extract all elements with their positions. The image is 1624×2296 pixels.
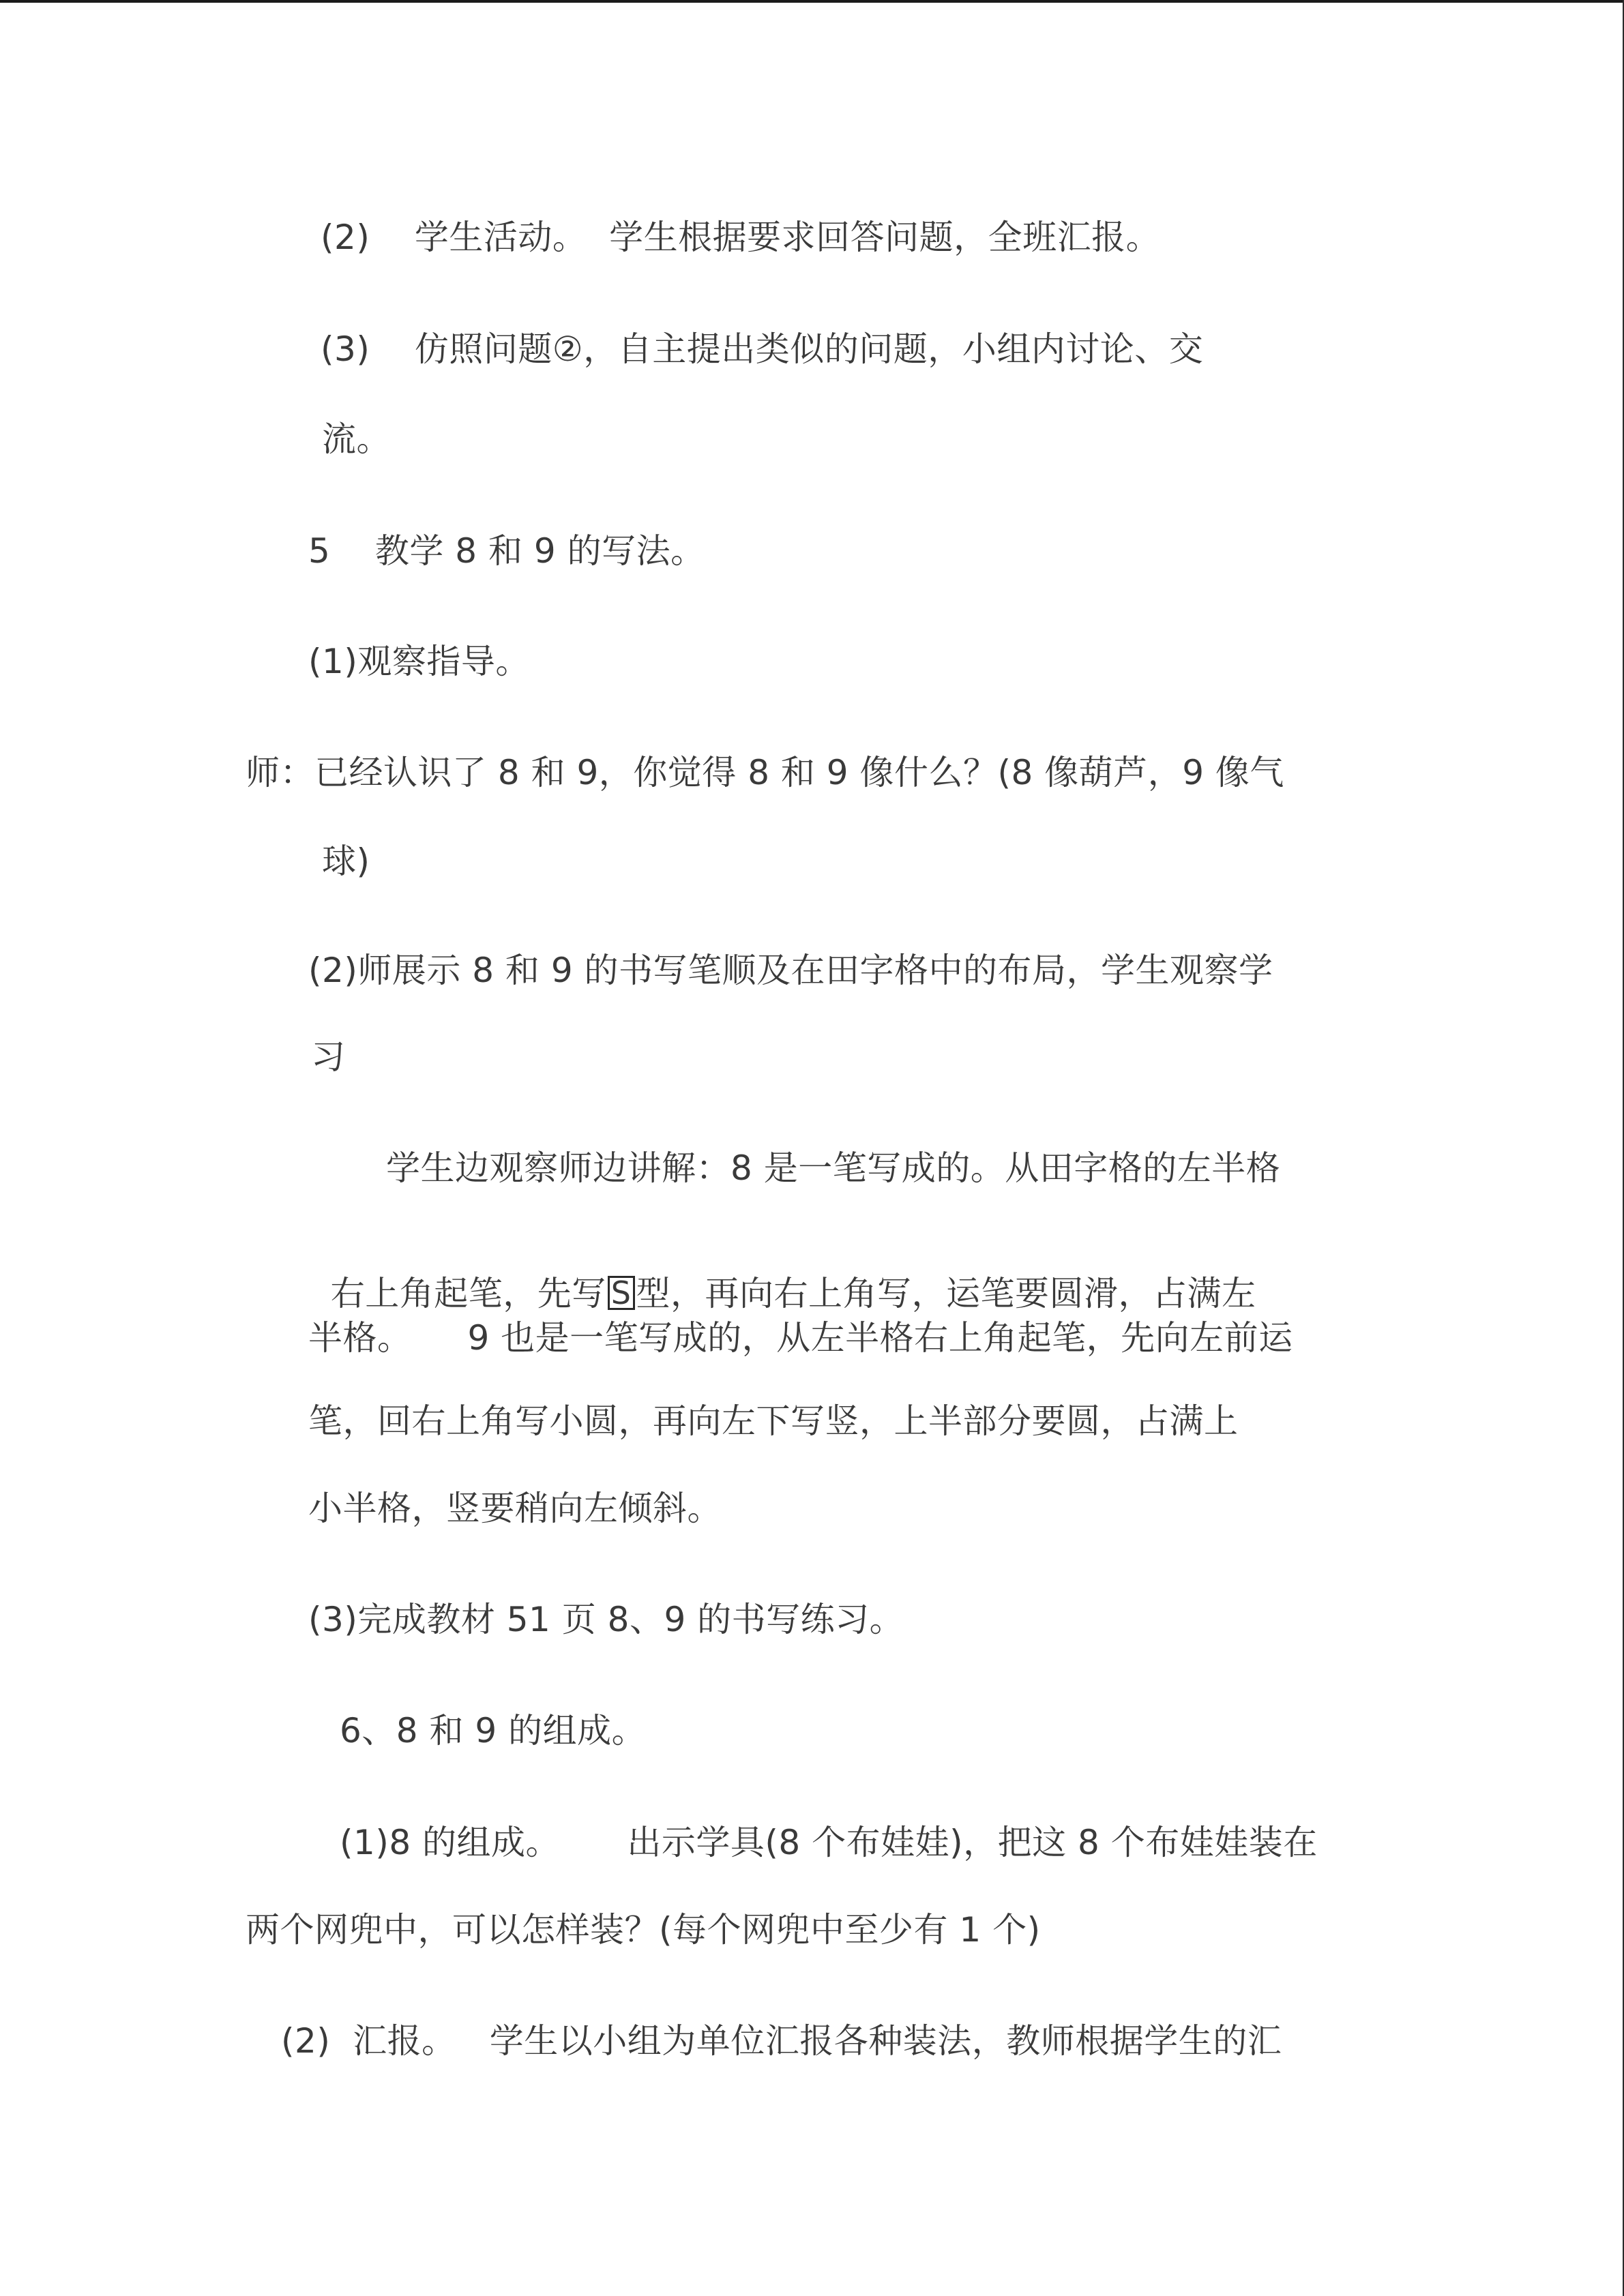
text-line-9: 习: [311, 1037, 346, 1077]
text-line-11-end: 型，再向右上角写，运笔要圆滑，占满左: [636, 1274, 1256, 1313]
text-line-4: 5 教学 8 和 9 的写法。: [308, 531, 705, 571]
text-line-12: 半格。 9 也是一笔写成的，从左半格右上角起笔，先向左前运: [308, 1318, 1293, 1358]
text-line-6: 师：已经认识了 8 和 9，你觉得 8 和 9 像什么？(8 像葫芦，9 像气: [246, 753, 1284, 792]
text-line-2: (3) 仿照问题②，自主提出类似的问题，小组内讨论、交: [321, 329, 1204, 369]
text-line-3: 流。: [322, 419, 391, 459]
text-line-14: 小半格，竖要稍向左倾斜。: [308, 1489, 722, 1528]
page-top-border: [0, 0, 1624, 3]
text-line-19: (2) 汇报。 学生以小组为单位汇报各种装法，教师根据学生的汇: [281, 2021, 1282, 2061]
text-line-16: 6、8 和 9 的组成。: [340, 1711, 647, 1750]
text-line-7: 球): [322, 841, 370, 881]
text-line-18: 两个网兜中，可以怎样装？(每个网兜中至少有 1 个): [246, 1910, 1041, 1950]
boxed-s-glyph: S: [608, 1276, 635, 1310]
text-line-1: (2) 学生活动。 学生根据要求回答问题，全班汇报。: [321, 218, 1161, 257]
text-line-10: 学生边观察师边讲解：8 是一笔写成的。从田字格的左半格: [386, 1148, 1281, 1188]
text-line-5: (1)观察指导。: [308, 642, 530, 681]
text-line-15: (3)完成教材 51 页 8、9 的书写练习。: [308, 1600, 904, 1639]
text-line-13: 笔，回右上角写小圆，再向左下写竖，上半部分要圆，占满上: [308, 1401, 1239, 1441]
text-line-17: (1)8 的组成。 出示学具(8 个布娃娃)，把这 8 个布娃娃装在: [340, 1823, 1318, 1862]
text-line-11-start: 右上角起笔，先写: [330, 1274, 606, 1313]
text-line-8: (2)师展示 8 和 9 的书写笔顺及在田字格中的布局，学生观察学: [308, 951, 1273, 990]
text-line-11: [308, 1232, 1256, 1314]
